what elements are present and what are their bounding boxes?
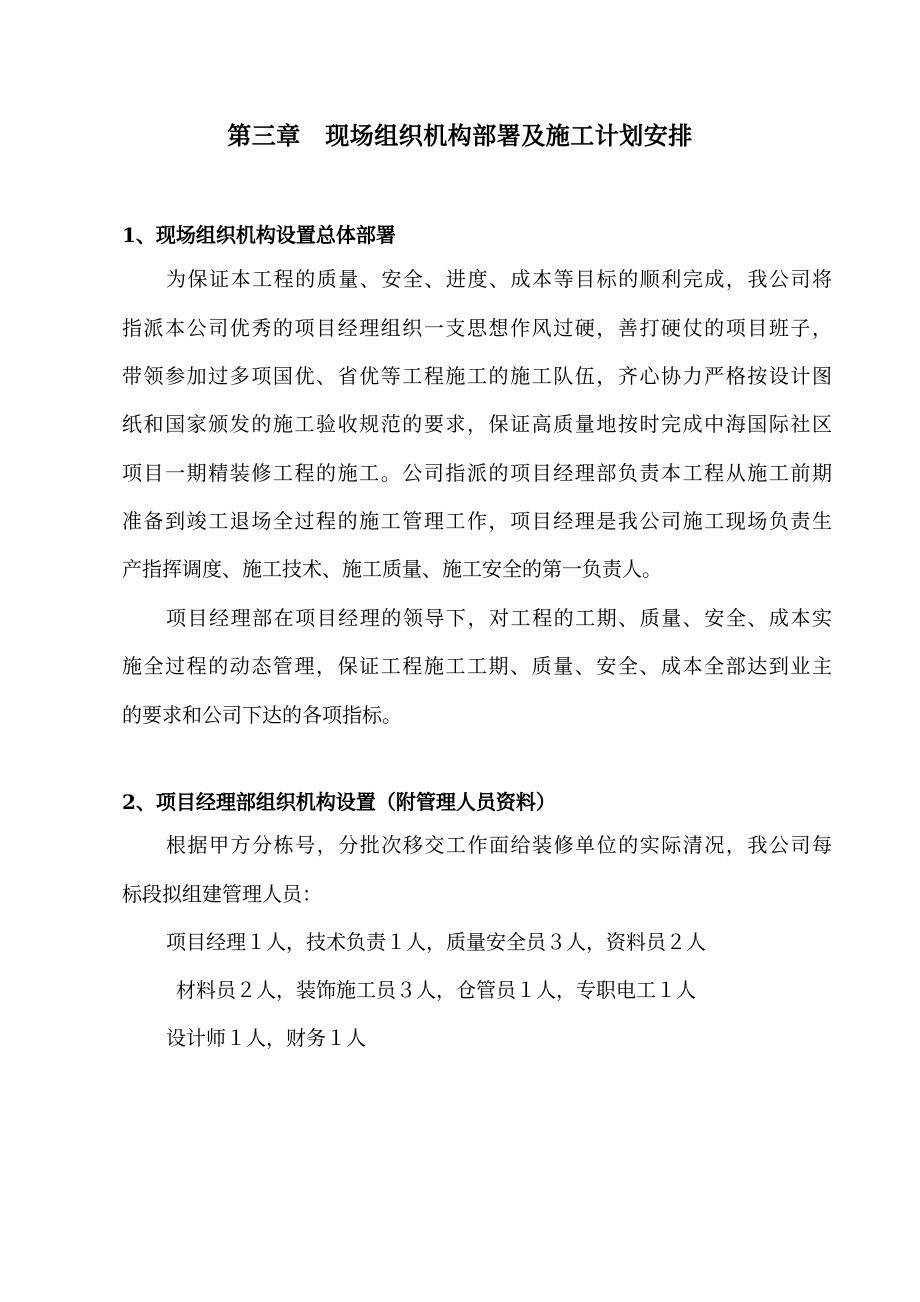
section-1-para-1-line: 带领参加过多项国优、省优等工程施工的施工队伍，齐心协力严格按设计图 bbox=[122, 364, 832, 388]
section-1-para-1-line: 项目一期精装修工程的施工。公司指派的项目经理部负责本工程从施工前期 bbox=[122, 461, 832, 485]
staff-list-line: 项目经理１人，技术负责１人，质量安全员３人，资料员２人 bbox=[166, 930, 706, 954]
section-1-para-1-line: 准备到竣工退场全过程的施工管理工作，项目经理是我公司施工现场负责生 bbox=[122, 509, 832, 533]
section-2-para-line: 标段拟组建管理人员： bbox=[122, 882, 322, 906]
section-1-para-1-line: 纸和国家颁发的施工验收规范的要求，保证高质量地按时完成中海国际社区 bbox=[122, 412, 832, 436]
section-1-para-1-line: 产指挥调度、施工技术、施工质量、施工安全的第一负责人。 bbox=[122, 557, 662, 581]
staff-list-line: 设计师１人，财务１人 bbox=[166, 1026, 366, 1050]
section-1-para-1-line: 为保证本工程的质量、安全、进度、成本等目标的顺利完成，我公司将 bbox=[166, 267, 832, 291]
chapter-title: 第三章 现场组织机构部署及施工计划安排 bbox=[227, 121, 693, 150]
section-1-para-2-line: 的要求和公司下达的各项指标。 bbox=[122, 703, 402, 727]
section-1-heading: 1、现场组织机构设置总体部署 bbox=[122, 223, 396, 247]
section-1-para-1-line: 指派本公司优秀的项目经理组织一支思想作风过硬，善打硬仗的项目班子， bbox=[122, 316, 832, 340]
section-1-para-2-line: 项目经理部在项目经理的领导下，对工程的工期、质量、安全、成本实 bbox=[166, 606, 832, 630]
staff-list-line: 材料员２人，装饰施工员３人，仓管员１人，专职电工１人 bbox=[176, 978, 696, 1002]
section-2-heading: 2、项目经理部组织机构设置（附管理人员资料） bbox=[122, 790, 556, 814]
section-2-para-line: 根据甲方分栋号，分批次移交工作面给装修单位的实际清况，我公司每 bbox=[166, 833, 832, 857]
section-1-para-2-line: 施全过程的动态管理，保证工程施工工期、质量、安全、成本全部达到业主 bbox=[122, 654, 832, 678]
